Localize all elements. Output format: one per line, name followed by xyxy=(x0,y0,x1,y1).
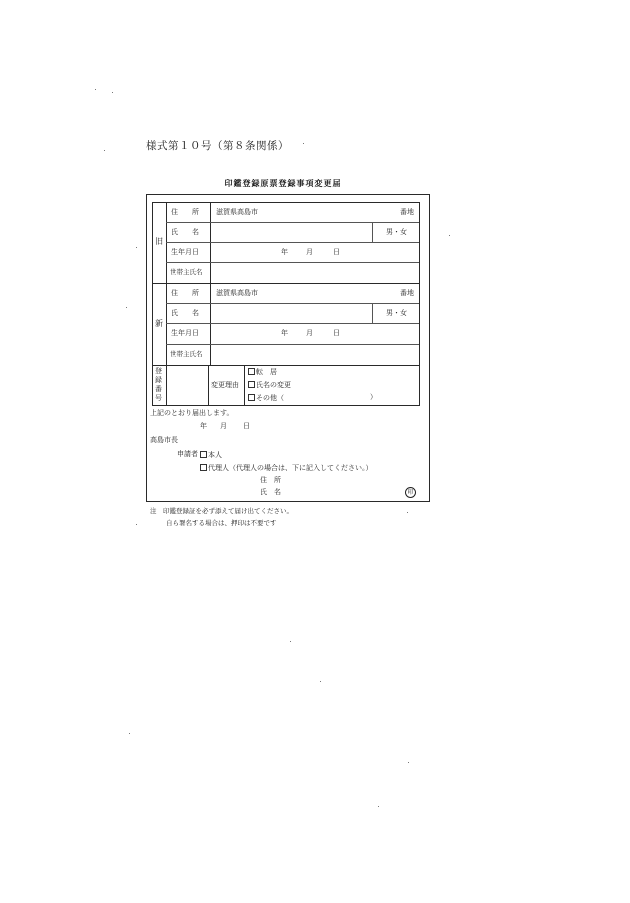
old-birthdate-label: 生年月日 xyxy=(171,248,199,256)
reason-option-moving[interactable]: 転 居 xyxy=(248,368,277,376)
old-birth-month-label: 月 xyxy=(306,248,313,256)
date-year-label: 年 xyxy=(200,422,207,430)
scan-speck xyxy=(320,681,321,682)
scan-speck xyxy=(126,307,127,308)
scan-speck xyxy=(104,150,105,151)
scan-speck xyxy=(129,733,130,734)
row-divider xyxy=(166,303,419,304)
old-householder-field[interactable] xyxy=(216,269,416,277)
checkbox-icon[interactable] xyxy=(248,381,255,388)
old-householder-label: 世帯主氏名 xyxy=(170,268,203,276)
table-right-border xyxy=(419,202,420,405)
table-bottom-border xyxy=(152,405,420,406)
new-birthdate-label: 生年月日 xyxy=(171,329,199,337)
table-left-border xyxy=(152,202,153,405)
new-gender-divider xyxy=(372,303,373,323)
row-divider xyxy=(166,323,419,324)
new-address-suffix: 番地 xyxy=(400,289,414,297)
applicant-agent-option[interactable]: 代理人（代理人の場合は、下に記入してください。） xyxy=(200,464,373,472)
reason-option-name-change[interactable]: 氏名の変更 xyxy=(248,381,291,389)
old-address-suffix: 番地 xyxy=(400,208,414,216)
row-divider xyxy=(166,242,419,243)
scan-speck xyxy=(136,247,137,248)
scan-speck xyxy=(112,92,113,93)
old-gender-divider xyxy=(372,222,373,242)
scan-speck xyxy=(449,235,450,236)
new-name-field[interactable] xyxy=(216,310,366,318)
registration-number-field[interactable] xyxy=(168,367,206,403)
note-line: 自ら署名する場合は、押印は不要です xyxy=(166,519,277,527)
section-divider xyxy=(152,365,419,366)
new-section-label: 新 xyxy=(155,319,163,328)
agent-name-label: 氏 名 xyxy=(260,488,281,496)
agent-address-label: 住 所 xyxy=(260,476,281,484)
date-month-label: 月 xyxy=(220,422,227,430)
regnum-label-char: 登 xyxy=(155,367,162,375)
row-divider xyxy=(166,222,419,223)
applicant-self-option[interactable]: 本人 xyxy=(200,451,222,459)
scan-speck xyxy=(136,524,137,525)
scan-speck xyxy=(95,89,96,90)
section-divider xyxy=(152,283,419,284)
new-householder-field[interactable] xyxy=(216,351,416,359)
note-line: 注 印鑑登録証を必ず添えて届け出てください。 xyxy=(150,507,293,515)
scan-speck xyxy=(290,641,291,642)
reason-other-close-paren: ） xyxy=(370,393,377,401)
form-title: 印鑑登録原票登録事項変更届 xyxy=(224,178,342,188)
reason-label-divider xyxy=(244,365,245,405)
scan-speck xyxy=(378,806,379,807)
old-gender-option[interactable]: 男・女 xyxy=(386,228,407,236)
new-householder-label: 世帯主氏名 xyxy=(170,350,203,358)
old-section-label: 旧 xyxy=(155,237,163,246)
declaration-text: 上記のとおり届出します。 xyxy=(150,409,234,417)
row-divider xyxy=(166,262,419,263)
reason-option-other[interactable]: その他（ xyxy=(248,394,284,402)
scan-speck xyxy=(303,143,304,144)
new-address-label: 住 所 xyxy=(171,289,199,297)
new-birth-day-label: 日 xyxy=(333,329,340,337)
seal-mark-icon: 印 xyxy=(405,487,416,498)
new-gender-option[interactable]: 男・女 xyxy=(386,309,407,317)
new-name-label: 氏 名 xyxy=(171,309,199,317)
agent-name-field[interactable] xyxy=(286,489,396,497)
addressee: 高島市長 xyxy=(150,436,178,444)
new-birth-year-label: 年 xyxy=(281,329,288,337)
regnum-label-char: 録 xyxy=(155,376,162,384)
new-birth-month-label: 月 xyxy=(306,329,313,337)
scan-speck xyxy=(408,762,409,763)
checkbox-icon[interactable] xyxy=(200,451,207,458)
regnum-label-char: 号 xyxy=(155,394,162,402)
scan-speck xyxy=(407,512,408,513)
agent-address-field[interactable] xyxy=(286,477,396,485)
regnum-label-char: 番 xyxy=(155,385,162,393)
date-day-label: 日 xyxy=(243,422,250,430)
applicant-label: 申請者 xyxy=(177,450,198,458)
change-reason-label: 変更理由 xyxy=(211,381,239,389)
old-name-field[interactable] xyxy=(216,229,366,237)
form-number: 様式第１０号（第８条関係） xyxy=(146,140,289,152)
checkbox-icon[interactable] xyxy=(248,368,255,375)
table-top-border xyxy=(152,202,420,203)
checkbox-icon[interactable] xyxy=(200,464,207,471)
regnum-value-divider xyxy=(208,365,209,405)
row-divider xyxy=(166,344,419,345)
old-name-label: 氏 名 xyxy=(171,228,199,236)
old-birth-year-label: 年 xyxy=(281,248,288,256)
old-birth-day-label: 日 xyxy=(333,248,340,256)
checkbox-icon[interactable] xyxy=(248,394,255,401)
old-address-value[interactable]: 滋賀県高島市 xyxy=(216,208,258,216)
old-address-label: 住 所 xyxy=(171,208,199,216)
new-address-value[interactable]: 滋賀県高島市 xyxy=(216,289,258,297)
